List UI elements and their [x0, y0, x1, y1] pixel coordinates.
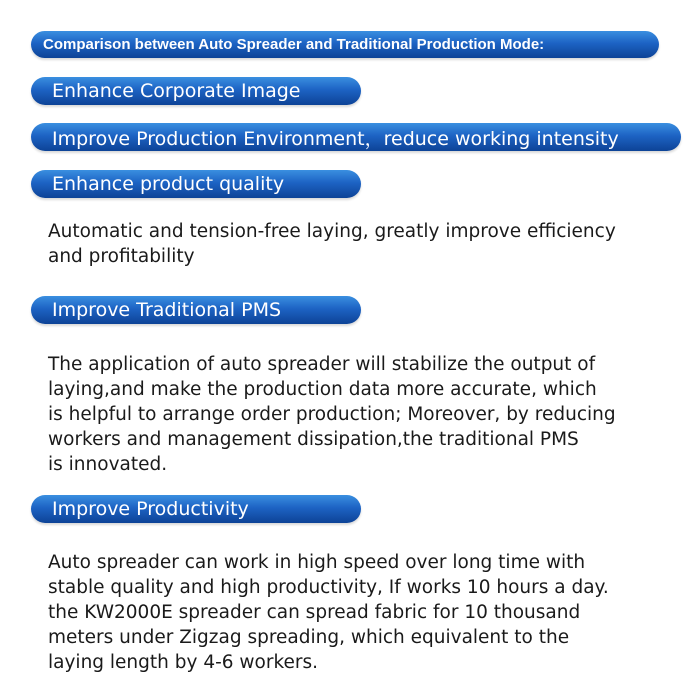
section-heading-label: Improve Production Environment，reduce working intensity — [52, 127, 619, 150]
paragraph-line: Automatic and tension-free laying, greatly improve efficiency — [48, 221, 616, 242]
paragraph-line: Auto spreader can work in high speed over long time with — [48, 552, 586, 573]
paragraph-line: the KW2000E spreader can spread fabric for 10 thousand — [48, 602, 581, 623]
comparison-header-title: Comparison between Auto Spreader and Traditional Production Mode: — [43, 36, 545, 53]
paragraph-line: and profitability — [48, 246, 195, 267]
paragraph-line: is innovated. — [48, 454, 168, 475]
paragraph-line: laying length by 4-6 workers. — [48, 652, 319, 673]
paragraph-line: meters under Zigzag spreading, which equivalent to the — [48, 627, 570, 648]
paragraph-line: workers and management dissipation,the traditional PMS — [48, 429, 579, 450]
paragraph-line: is helpful to arrange order production; Moreover, by reducing — [48, 404, 616, 425]
section-heading-label: Enhance Corporate Image — [52, 80, 301, 102]
section-heading-label: Improve Traditional PMS — [52, 299, 282, 321]
product-quality-paragraph — [48, 219, 693, 269]
section-heading-label: Improve Productivity — [52, 498, 249, 520]
traditional-pms-paragraph — [48, 352, 693, 477]
comparison-header-banner — [31, 31, 659, 58]
section-heading-traditional-pms — [31, 296, 361, 324]
section-heading-product-quality — [31, 170, 361, 198]
paragraph-line: The application of auto spreader will stabilize the output of — [48, 354, 596, 375]
section-heading-productivity — [31, 495, 361, 523]
section-heading-label: Enhance product quality — [52, 173, 285, 195]
productivity-paragraph — [48, 550, 693, 675]
paragraph-line: laying,and make the production data more accurate, which — [48, 379, 597, 400]
paragraph-line: stable quality and high productivity, If works 10 hours a day. — [48, 577, 609, 598]
section-heading-production-environment — [31, 123, 681, 151]
section-heading-corporate-image — [31, 77, 361, 105]
